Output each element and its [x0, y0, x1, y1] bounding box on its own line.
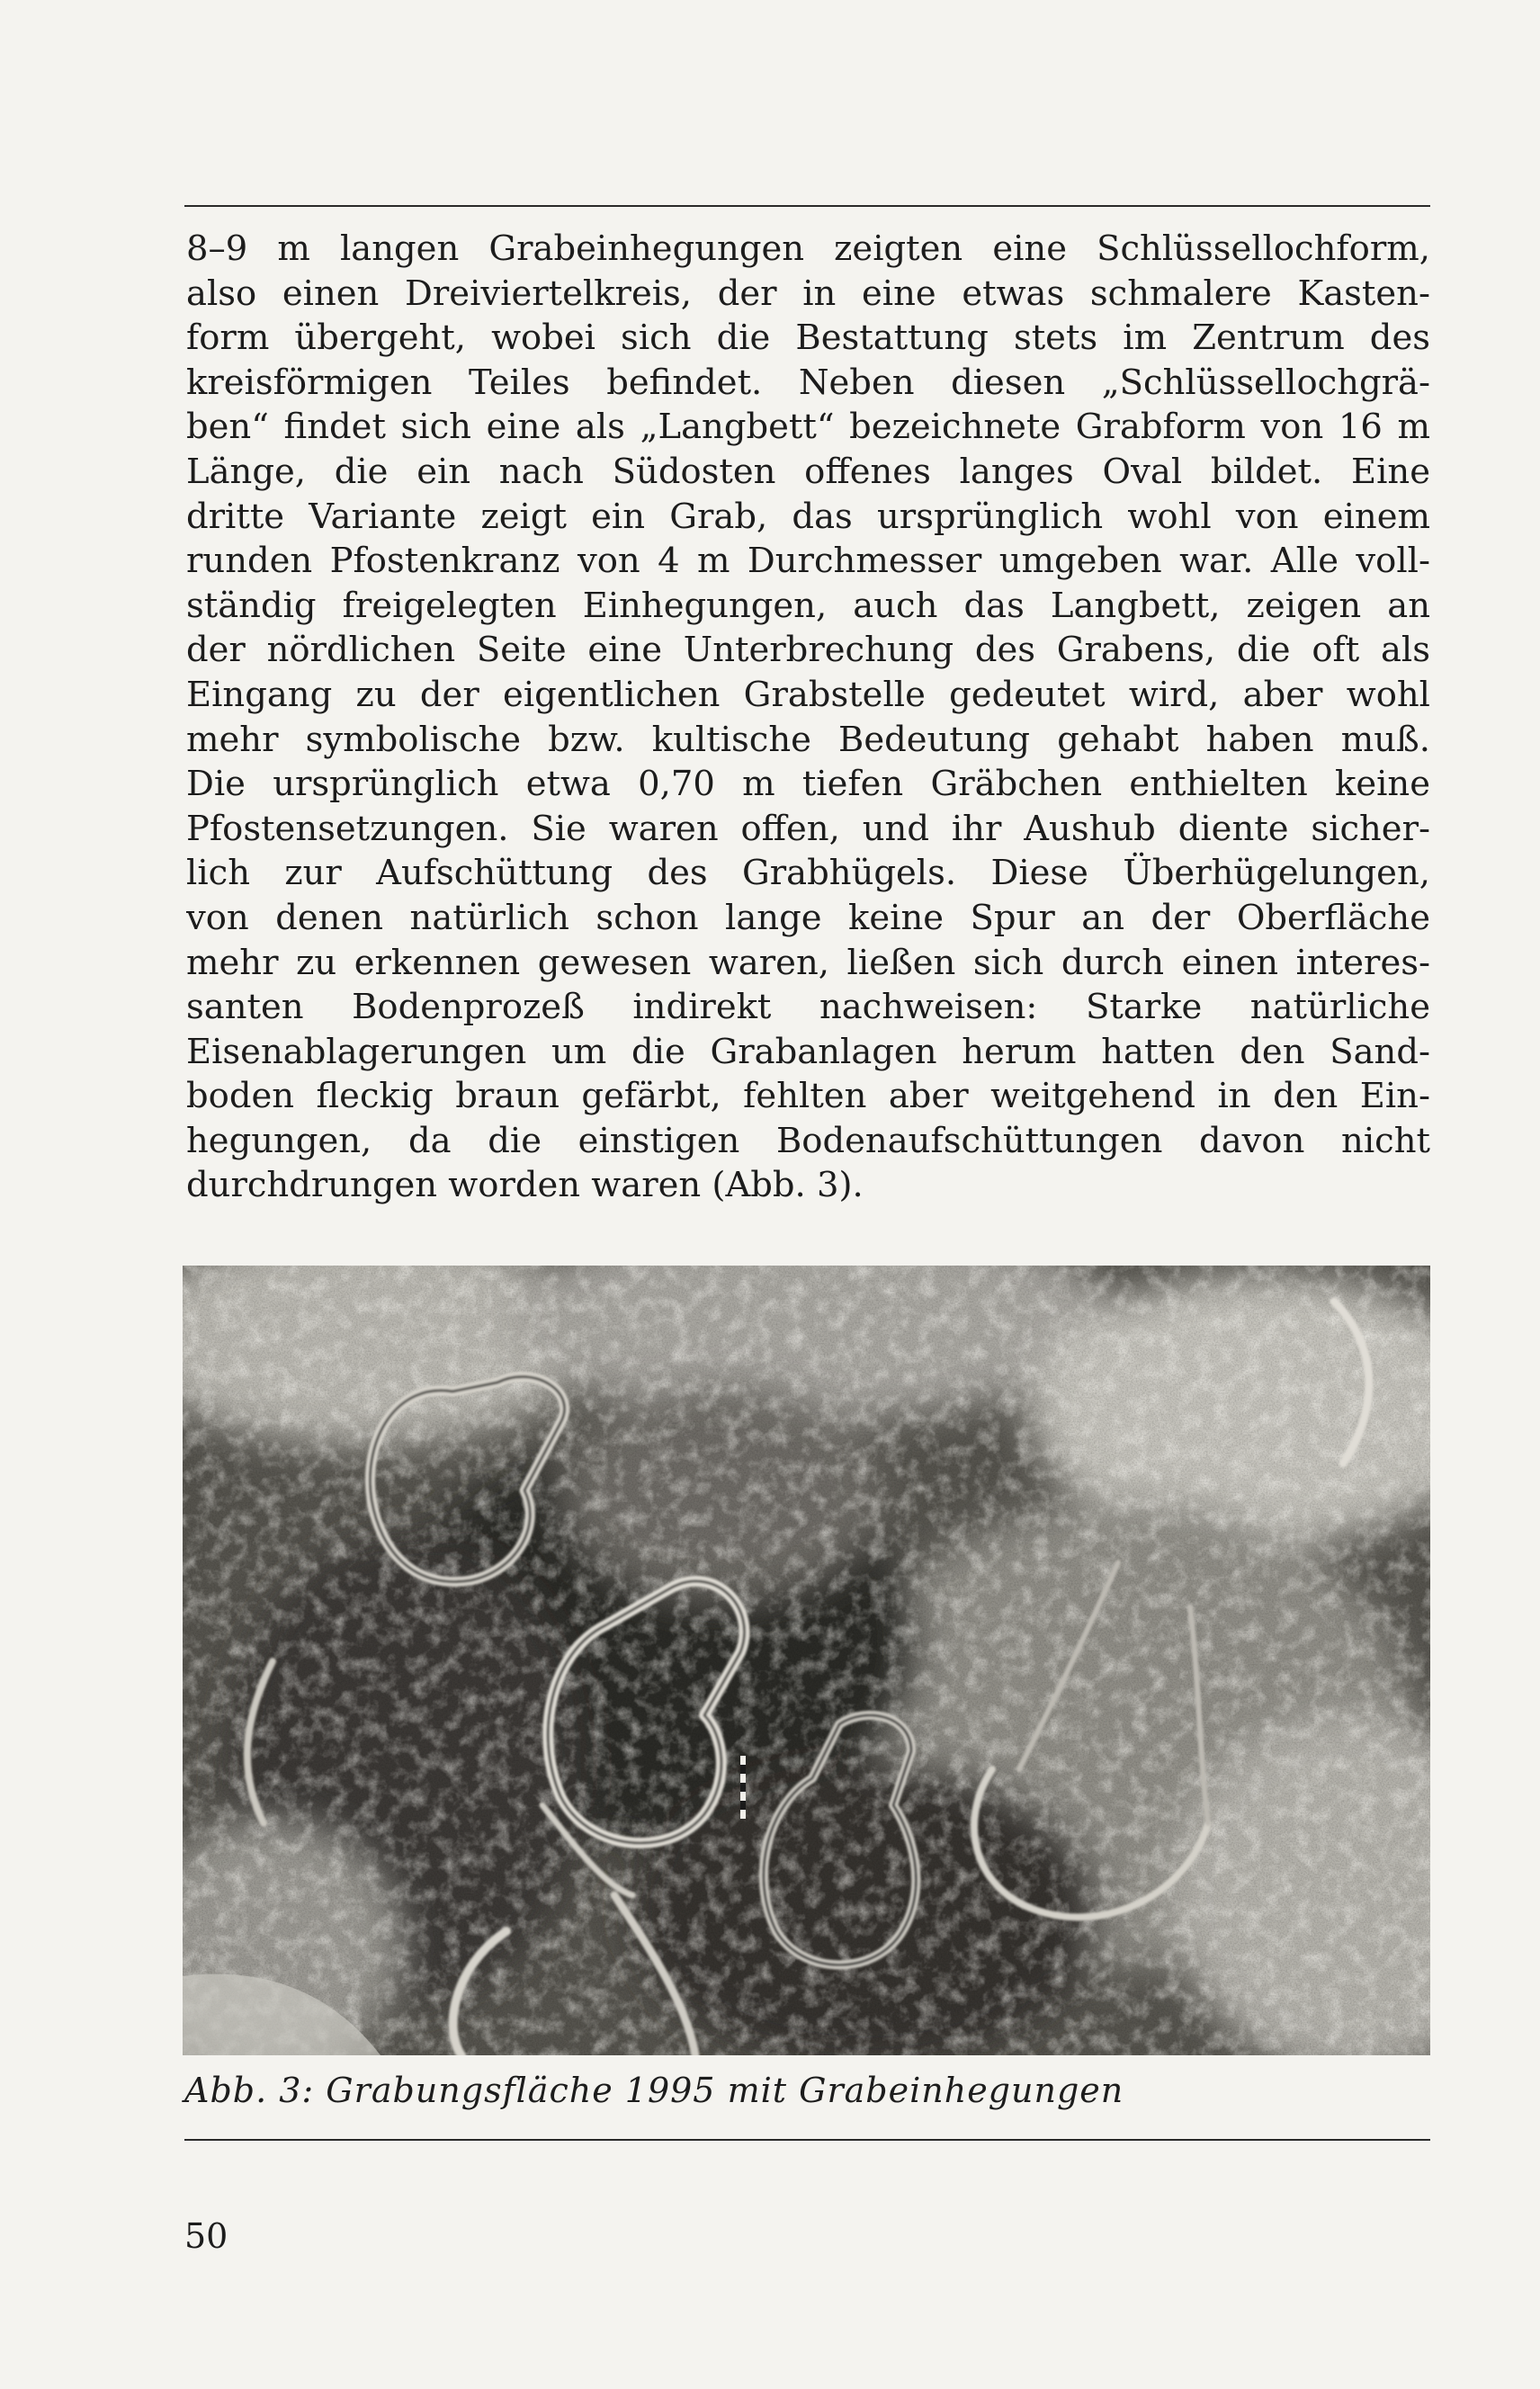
scale-rod-icon: [740, 1756, 746, 1819]
figure-caption: Abb. 3: Grabungsfläche 1995 mit Grabeinhegungen: [184, 2071, 1124, 2110]
excavation-photo: [183, 1266, 1430, 2055]
text-line: form übergeht, wobei sich die Bestattung stets im Zentrum des: [186, 318, 1430, 359]
text-line: ben“ findet sich eine als „Langbett“ bezeichnete Grabform von 16 m: [186, 407, 1430, 448]
text-line: 8–9 m langen Grabeinhegungen zeigten eine Schlüssellochform,: [186, 228, 1430, 269]
text-line: der nördlichen Seite eine Unterbrechung des Grabens, die oft als: [186, 630, 1430, 671]
text-line: mehr symbolische bzw. kultische Bedeutung gehabt haben muß.: [186, 719, 1430, 760]
text-line: dritte Variante zeigt ein Grab, das ursprünglich wohl von einem: [186, 496, 1430, 537]
excavation-photo-image: [183, 1266, 1430, 2055]
text-line: Pfostensetzungen. Sie waren offen, und ihr Aushub diente sicher-: [186, 808, 1430, 849]
text-line: ständig freigelegten Einhegungen, auch das Langbett, zeigen an: [186, 585, 1430, 626]
text-line: mehr zu erkennen gewesen waren, ließen sich durch einen interes-: [186, 942, 1430, 983]
body-text: [186, 227, 1430, 1208]
text-line: kreisförmigen Teiles befindet. Neben diesen „Schlüssellochgrä-: [186, 362, 1430, 403]
text-line: runden Pfostenkranz von 4 m Durchmesser umgeben war. Alle voll-: [186, 541, 1430, 582]
text-line: santen Bodenprozeß indirekt nachweisen: Starke natürliche: [186, 987, 1430, 1028]
bottom-rule: [184, 2139, 1430, 2141]
text-line: durchdrungen worden waren (Abb. 3).: [186, 1165, 864, 1206]
top-rule: [184, 205, 1430, 207]
text-line: boden fleckig braun gefärbt, fehlten aber weitgehend in den Ein-: [186, 1076, 1430, 1117]
text-line: also einen Dreiviertelkreis, der in eine etwas schmalere Kasten-: [186, 273, 1430, 314]
page-number: 50: [184, 2216, 228, 2256]
text-line: hegungen, da die einstigen Bodenaufschüttungen davon nicht: [186, 1120, 1430, 1161]
text-line: Eisenablagerungen um die Grabanlagen herum hatten den Sand-: [186, 1031, 1430, 1072]
text-line: Länge, die ein nach Südosten offenes langes Oval bildet. Eine: [186, 451, 1430, 492]
text-line: von denen natürlich schon lange keine Spur an der Oberfläche: [186, 897, 1430, 938]
text-line: lich zur Aufschüttung des Grabhügels. Diese Überhügelungen,: [186, 853, 1430, 894]
text-line: Eingang zu der eigentlichen Grabstelle gedeutet wird, aber wohl: [186, 674, 1430, 715]
text-line: Die ursprünglich etwa 0,70 m tiefen Gräbchen enthielten keine: [186, 764, 1430, 805]
